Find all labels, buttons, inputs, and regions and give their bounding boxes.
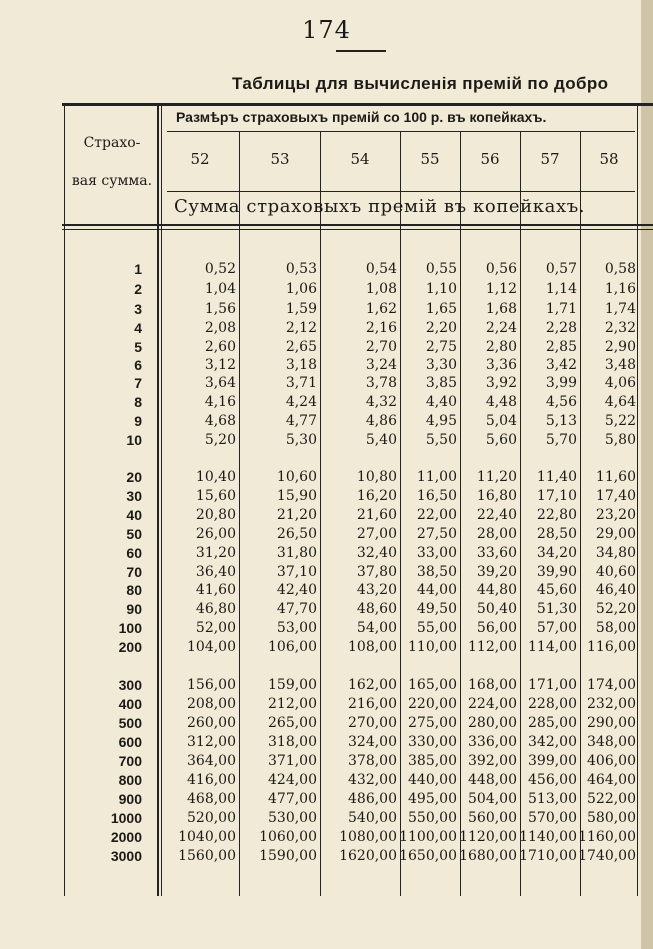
premium-cell: 27,00 (356, 526, 397, 542)
premium-cell: 448,00 (468, 772, 517, 788)
premium-cell: 21,60 (356, 507, 397, 523)
premium-cell: 4,48 (485, 394, 517, 410)
premium-cell: 156,00 (187, 677, 236, 693)
rate-header: 57 (540, 150, 560, 168)
premium-cell: 468,00 (187, 791, 236, 807)
premium-cell: 46,40 (595, 582, 636, 598)
premium-cell: 2,28 (545, 320, 577, 336)
premium-cell: 265,00 (268, 715, 317, 731)
premium-cell: 110,00 (408, 639, 457, 655)
premium-cell: 4,06 (604, 375, 636, 391)
premium-cell: 11,00 (416, 469, 457, 485)
premium-cell: 1710,00 (519, 848, 577, 864)
premium-cell: 31,80 (276, 545, 317, 561)
premium-cell: 2,08 (204, 320, 236, 336)
premium-cell: 513,00 (528, 791, 577, 807)
premium-cell: 33,60 (476, 545, 517, 561)
premium-cell: 22,80 (536, 507, 577, 523)
insured-sum: 80 (126, 582, 142, 598)
header-bottom-rule (62, 224, 653, 226)
premium-cell: 5,04 (485, 413, 517, 429)
premium-cell: 10,80 (356, 469, 397, 485)
rate-header: 54 (350, 150, 370, 168)
premium-cell: 336,00 (468, 734, 517, 750)
insured-sum: 400 (118, 696, 142, 712)
insured-sum: 4 (134, 320, 142, 336)
premium-cell: 112,00 (468, 639, 517, 655)
premium-cell: 11,60 (595, 469, 636, 485)
insured-sum: 700 (118, 753, 142, 769)
premium-cell: 385,00 (408, 753, 457, 769)
premium-cell: 3,24 (365, 357, 397, 373)
premium-cell: 108,00 (348, 639, 397, 655)
premium-cell: 22,00 (416, 507, 457, 523)
premium-cell: 0,58 (604, 261, 636, 277)
table-title: Таблицы для вычисленія премій по добро (232, 74, 609, 93)
premium-cell: 1740,00 (578, 848, 636, 864)
insured-sum: 900 (118, 791, 142, 807)
premium-cell: 5,13 (545, 413, 577, 429)
rates-bottom-rule (167, 191, 635, 192)
premium-cell: 104,00 (187, 639, 236, 655)
insured-sum: 800 (118, 772, 142, 788)
premium-cell: 348,00 (587, 734, 636, 750)
premium-cell: 2,70 (365, 339, 397, 355)
premium-cell: 45,60 (536, 582, 577, 598)
premium-cell: 406,00 (587, 753, 636, 769)
premium-cell: 46,80 (195, 601, 236, 617)
premium-cell: 1060,00 (259, 829, 317, 845)
premium-cell: 540,00 (348, 810, 397, 826)
premium-cell: 16,20 (356, 488, 397, 504)
premium-cell: 39,20 (476, 564, 517, 580)
premium-cell: 10,40 (195, 469, 236, 485)
insured-sum: 600 (118, 734, 142, 750)
premium-cell: 1,10 (425, 281, 457, 297)
premium-cell: 4,32 (365, 394, 397, 410)
premium-cell: 1,08 (365, 281, 397, 297)
premium-cell: 1160,00 (578, 829, 636, 845)
premium-cell: 1,74 (604, 301, 636, 317)
premium-cell: 432,00 (348, 772, 397, 788)
premium-cell: 0,55 (425, 261, 457, 277)
premium-cell: 1,62 (365, 301, 397, 317)
premium-cell: 1100,00 (399, 829, 457, 845)
premium-cell: 3,18 (285, 357, 317, 373)
premium-cell: 3,48 (604, 357, 636, 373)
insured-sum: 60 (126, 545, 142, 561)
premium-cell: 464,00 (587, 772, 636, 788)
premium-cell: 440,00 (408, 772, 457, 788)
premium-cell: 1,14 (545, 281, 577, 297)
insured-sum: 3 (134, 301, 142, 317)
premium-cell: 5,20 (204, 432, 236, 448)
premium-cell: 36,40 (195, 564, 236, 580)
column-rule-6 (580, 132, 581, 896)
premium-cell: 208,00 (187, 696, 236, 712)
premium-cell: 48,60 (356, 601, 397, 617)
premium-cell: 371,00 (268, 753, 317, 769)
header-bottom-rule-2 (62, 229, 653, 230)
premium-cell: 34,20 (536, 545, 577, 561)
insured-sum: 40 (126, 507, 142, 523)
premium-cell: 4,68 (204, 413, 236, 429)
premium-cell: 51,30 (536, 601, 577, 617)
premium-cell: 456,00 (528, 772, 577, 788)
premium-cell: 54,00 (356, 620, 397, 636)
premium-cell: 4,56 (545, 394, 577, 410)
premium-cell: 1560,00 (178, 848, 236, 864)
premium-cell: 11,40 (536, 469, 577, 485)
premium-cell: 3,42 (545, 357, 577, 373)
insured-sum: 8 (134, 394, 142, 410)
premium-cell: 486,00 (348, 791, 397, 807)
premium-cell: 162,00 (348, 677, 397, 693)
rate-header: 58 (599, 150, 619, 168)
premium-cell: 424,00 (268, 772, 317, 788)
premium-cell: 4,16 (204, 394, 236, 410)
premium-cell: 364,00 (187, 753, 236, 769)
premium-cell: 1620,00 (339, 848, 397, 864)
page-number-rule (336, 50, 386, 52)
premium-cell: 116,00 (587, 639, 636, 655)
premium-cell: 39,90 (536, 564, 577, 580)
premium-cell: 49,50 (416, 601, 457, 617)
premium-cell: 52,20 (595, 601, 636, 617)
rate-header: 53 (270, 150, 290, 168)
premium-cell: 275,00 (408, 715, 457, 731)
premium-cell: 3,99 (545, 375, 577, 391)
premium-cell: 1,04 (204, 281, 236, 297)
premium-cell: 2,20 (425, 320, 457, 336)
premium-cell: 27,50 (416, 526, 457, 542)
premium-cell: 312,00 (187, 734, 236, 750)
sum-column-rule-2 (161, 106, 162, 896)
insured-sum: 10 (126, 432, 142, 448)
rate-header: 56 (480, 150, 500, 168)
premium-cell: 5,40 (365, 432, 397, 448)
sum-column-header-line-1: Страхо- (83, 135, 141, 151)
premium-cell: 1,68 (485, 301, 517, 317)
premium-cell: 21,20 (276, 507, 317, 523)
insured-sum: 500 (118, 715, 142, 731)
premium-cell: 3,92 (485, 375, 517, 391)
premium-cell: 520,00 (187, 810, 236, 826)
insured-sum: 30 (126, 488, 142, 504)
premium-cell: 232,00 (587, 696, 636, 712)
premium-cell: 550,00 (408, 810, 457, 826)
premium-cell: 4,86 (365, 413, 397, 429)
premium-cell: 324,00 (348, 734, 397, 750)
premium-cell: 1,71 (545, 301, 577, 317)
premium-cell: 285,00 (528, 715, 577, 731)
premium-cell: 212,00 (268, 696, 317, 712)
premium-cell: 53,00 (276, 620, 317, 636)
premium-cell: 2,32 (604, 320, 636, 336)
premium-cell: 1590,00 (259, 848, 317, 864)
column-rule-4 (460, 132, 461, 896)
premium-cell: 5,50 (425, 432, 457, 448)
premium-cell: 4,64 (604, 394, 636, 410)
premium-cell: 171,00 (528, 677, 577, 693)
column-rule-5 (520, 132, 521, 896)
sum-column-rule (157, 106, 159, 896)
premium-cell: 168,00 (468, 677, 517, 693)
insured-sum: 5 (134, 339, 142, 355)
premium-cell: 228,00 (528, 696, 577, 712)
premium-cell: 1,56 (204, 301, 236, 317)
premium-cell: 22,40 (476, 507, 517, 523)
premium-cell: 1120,00 (459, 829, 517, 845)
sum-column-header-line-2: вая сумма. (71, 173, 153, 189)
insured-sum: 9 (134, 413, 142, 429)
column-rule-3 (400, 132, 401, 896)
premium-cell: 1650,00 (399, 848, 457, 864)
premium-cell: 1080,00 (339, 829, 397, 845)
premium-cell: 3,30 (425, 357, 457, 373)
premium-cell: 330,00 (408, 734, 457, 750)
premium-cell: 23,20 (595, 507, 636, 523)
premium-cell: 392,00 (468, 753, 517, 769)
premium-cell: 15,60 (195, 488, 236, 504)
premium-cell: 17,10 (536, 488, 577, 504)
premium-cell: 1,06 (285, 281, 317, 297)
premium-cell: 38,50 (416, 564, 457, 580)
premium-cell: 495,00 (408, 791, 457, 807)
premium-cell: 4,40 (425, 394, 457, 410)
premium-cell: 3,12 (204, 357, 236, 373)
premium-cell: 504,00 (468, 791, 517, 807)
premium-cell: 2,16 (365, 320, 397, 336)
premium-cell: 1680,00 (459, 848, 517, 864)
premium-cell: 0,53 (285, 261, 317, 277)
insured-sum: 200 (118, 639, 142, 655)
premium-cell: 2,85 (545, 339, 577, 355)
premium-cell: 3,71 (285, 375, 317, 391)
premium-cell: 15,90 (276, 488, 317, 504)
premium-cell: 42,40 (276, 582, 317, 598)
premium-cell: 5,70 (545, 432, 577, 448)
premium-cell: 165,00 (408, 677, 457, 693)
premium-cell: 26,00 (195, 526, 236, 542)
premium-cell: 1140,00 (519, 829, 577, 845)
insured-sum: 1000 (110, 810, 142, 826)
right-border (637, 106, 638, 896)
premium-cell: 2,90 (604, 339, 636, 355)
insured-sum: 20 (126, 469, 142, 485)
premium-cell: 58,00 (595, 620, 636, 636)
premium-cell: 2,80 (485, 339, 517, 355)
insured-sum: 3000 (110, 848, 142, 864)
premium-cell: 44,80 (476, 582, 517, 598)
premium-cell: 3,85 (425, 375, 457, 391)
page-number: 174 (302, 16, 351, 44)
premium-cell: 580,00 (587, 810, 636, 826)
premium-cell: 37,80 (356, 564, 397, 580)
top-rule (62, 103, 653, 106)
premium-cell: 16,80 (476, 488, 517, 504)
premium-cell: 10,60 (276, 469, 317, 485)
insured-sum: 2000 (110, 829, 142, 845)
premium-cell: 530,00 (268, 810, 317, 826)
premium-cell: 280,00 (468, 715, 517, 731)
premium-cell: 342,00 (528, 734, 577, 750)
premium-cell: 0,57 (545, 261, 577, 277)
premium-cell: 2,60 (204, 339, 236, 355)
premium-cell: 11,20 (476, 469, 517, 485)
column-rule-1 (239, 132, 240, 896)
premium-cell: 4,24 (285, 394, 317, 410)
premium-cell: 28,00 (476, 526, 517, 542)
premium-cell: 5,60 (485, 432, 517, 448)
sums-header: Сумма страховыхъ премій въ копейкахъ. (174, 196, 586, 217)
premium-cell: 4,95 (425, 413, 457, 429)
page-edge (641, 0, 653, 949)
premium-cell: 106,00 (268, 639, 317, 655)
premium-cell: 1,59 (285, 301, 317, 317)
premium-cell: 0,56 (485, 261, 517, 277)
premium-cell: 17,40 (595, 488, 636, 504)
premium-cell: 43,20 (356, 582, 397, 598)
premium-cell: 28,50 (536, 526, 577, 542)
premium-cell: 1,65 (425, 301, 457, 317)
premium-cell: 41,60 (195, 582, 236, 598)
insured-sum: 1 (134, 261, 142, 277)
insured-sum: 2 (134, 281, 142, 297)
premium-cell: 1040,00 (178, 829, 236, 845)
rate-header: 52 (190, 150, 210, 168)
premium-cell: 114,00 (528, 639, 577, 655)
premium-cell: 32,40 (356, 545, 397, 561)
premium-cell: 20,80 (195, 507, 236, 523)
premium-cell: 2,65 (285, 339, 317, 355)
premium-cell: 318,00 (268, 734, 317, 750)
insured-sum: 300 (118, 677, 142, 693)
column-rule-2 (320, 132, 321, 896)
premium-cell: 570,00 (528, 810, 577, 826)
premium-cell: 260,00 (187, 715, 236, 731)
premium-cell: 159,00 (268, 677, 317, 693)
premium-cell: 2,75 (425, 339, 457, 355)
premium-cell: 2,24 (485, 320, 517, 336)
sum-column-header (68, 124, 156, 200)
insured-sum: 70 (126, 564, 142, 580)
rates-header: Размѣръ страховыхъ премій со 100 р. въ копейкахъ. (176, 109, 547, 125)
premium-cell: 0,54 (365, 261, 397, 277)
premium-cell: 270,00 (348, 715, 397, 731)
premium-cell: 26,50 (276, 526, 317, 542)
insured-sum: 90 (126, 601, 142, 617)
premium-cell: 477,00 (268, 791, 317, 807)
premium-cell: 399,00 (528, 753, 577, 769)
insured-sum: 100 (118, 620, 142, 636)
premium-cell: 57,00 (536, 620, 577, 636)
premium-cell: 5,22 (604, 413, 636, 429)
premium-cell: 174,00 (587, 677, 636, 693)
premium-cell: 2,12 (285, 320, 317, 336)
premium-cell: 216,00 (348, 696, 397, 712)
premium-cell: 40,60 (595, 564, 636, 580)
premium-cell: 55,00 (416, 620, 457, 636)
premium-cell: 522,00 (587, 791, 636, 807)
insured-sum: 7 (134, 375, 142, 391)
rate-header: 55 (420, 150, 440, 168)
premium-cell: 220,00 (408, 696, 457, 712)
premium-cell: 1,16 (604, 281, 636, 297)
insured-sum: 6 (134, 357, 142, 373)
premium-cell: 4,77 (285, 413, 317, 429)
rates-label-rule (167, 131, 635, 132)
premium-cell: 378,00 (348, 753, 397, 769)
premium-cell: 1,12 (485, 281, 517, 297)
premium-cell: 29,00 (595, 526, 636, 542)
insured-sum: 50 (126, 526, 142, 542)
premium-cell: 0,52 (204, 261, 236, 277)
premium-cell: 33,00 (416, 545, 457, 561)
premium-cell: 16,50 (416, 488, 457, 504)
premium-cell: 5,80 (604, 432, 636, 448)
premium-cell: 56,00 (476, 620, 517, 636)
premium-cell: 3,78 (365, 375, 397, 391)
premium-cell: 44,00 (416, 582, 457, 598)
premium-cell: 3,36 (485, 357, 517, 373)
premium-cell: 52,00 (195, 620, 236, 636)
premium-cell: 416,00 (187, 772, 236, 788)
premium-cell: 50,40 (476, 601, 517, 617)
premium-cell: 31,20 (195, 545, 236, 561)
premium-cell: 3,64 (204, 375, 236, 391)
premium-cell: 37,10 (276, 564, 317, 580)
premium-cell: 47,70 (276, 601, 317, 617)
premium-cell: 560,00 (468, 810, 517, 826)
premium-cell: 290,00 (587, 715, 636, 731)
premium-cell: 5,30 (285, 432, 317, 448)
premium-cell: 224,00 (468, 696, 517, 712)
premium-cell: 34,80 (595, 545, 636, 561)
